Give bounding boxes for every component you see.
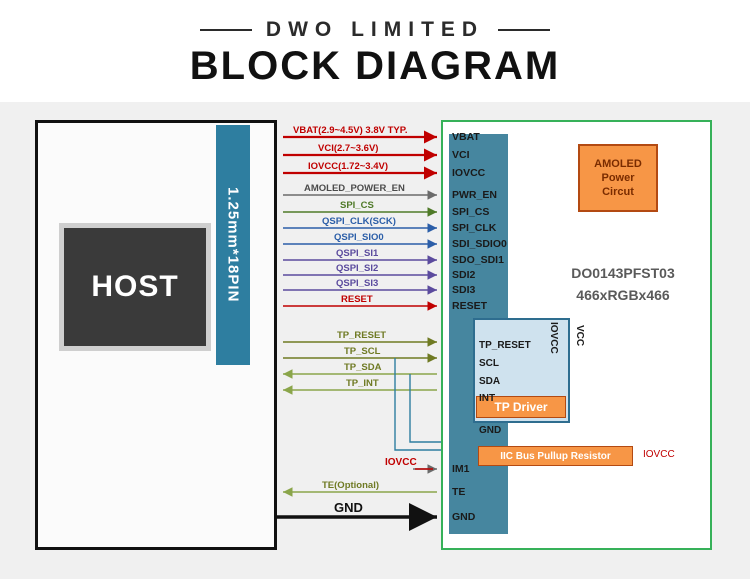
tp-driver-label: TP Driver — [476, 396, 566, 418]
signal-gnd: GND — [334, 500, 363, 515]
display-module-block — [441, 120, 712, 550]
tp-pin-tp-reset: TP_RESET — [479, 340, 531, 351]
pin-gnd: GND — [452, 511, 476, 523]
pin-reset: RESET — [452, 300, 488, 312]
pin-vcc-vertical: VCC — [574, 325, 585, 347]
pin-sdi3: SDI3 — [452, 284, 476, 296]
signal-qspi-si2: QSPI_SI2 — [336, 263, 379, 274]
signal-iovcc: IOVCC(1.72~3.4V) — [308, 161, 388, 172]
signal-qspi-sio0: QSPI_SIO0 — [334, 232, 384, 243]
amoled-power-circuit — [578, 144, 658, 212]
resolution-text: 466xRGBx466 — [576, 287, 670, 303]
amoled-line-1: AMOLED — [594, 158, 642, 170]
host-label: HOST — [91, 270, 179, 303]
tp-pin-scl: SCL — [479, 358, 499, 369]
iic-pullup-resistor: IIC Bus Pullup Resistor — [478, 446, 633, 466]
iic-pullup-supply-label: IOVCC — [643, 449, 675, 460]
pin-pwr-en: PWR_EN — [452, 189, 497, 201]
pin-sdi2: SDI2 — [452, 269, 476, 281]
amoled-line-2: Power — [601, 172, 635, 184]
tp-pin-int: INT — [479, 393, 496, 404]
signal-reset: RESET — [341, 294, 373, 305]
signal-qspi-clk: QSPI_CLK(SCK) — [322, 216, 396, 227]
signal-tp-reset: TP_RESET — [337, 330, 387, 341]
pin-iovcc-vertical: IOVCC — [548, 322, 559, 354]
signal-tp-scl: TP_SCL — [344, 346, 381, 357]
brand-dash-right — [498, 29, 550, 31]
signal-tp-sda: TP_SDA — [344, 362, 382, 373]
pin-iovcc: IOVCC — [452, 167, 486, 179]
pin-spi-clk: SPI_CLK — [452, 222, 497, 234]
signal-spi-cs: SPI_CS — [340, 200, 374, 211]
host-chip — [59, 223, 211, 351]
amoled-line-3: Circut — [602, 186, 634, 198]
pin-sdi-sdio0: SDI_SDIO0 — [452, 238, 507, 250]
signal-qspi-si3: QSPI_SI3 — [336, 278, 379, 289]
tp-pin-sda: SDA — [479, 376, 501, 387]
pin-sdo-sdi1: SDO_SDI1 — [452, 254, 504, 266]
diagram-panel — [0, 102, 750, 579]
host-connector — [216, 125, 250, 365]
im1-supply-label: IOVCC — [385, 457, 417, 468]
pin-vci: VCI — [452, 149, 470, 161]
signal-te-optional: TE(Optional) — [322, 480, 379, 491]
page-title: BLOCK DIAGRAM — [189, 44, 561, 88]
part-number-text: DO0143PFST03 — [571, 265, 675, 281]
pin-te: TE — [452, 486, 466, 498]
signal-tp-int: TP_INT — [346, 378, 379, 389]
signal-vbat: VBAT(2.9~4.5V) 3.8V TYP. — [293, 125, 408, 136]
brand-dash-left — [200, 29, 252, 31]
brand-header — [0, 18, 750, 42]
brand-text: DWO LIMITED — [265, 18, 485, 41]
pin-spi-cs: SPI_CS — [452, 206, 490, 218]
signal-qspi-si1: QSPI_SI1 — [336, 248, 379, 259]
tp-pin-gnd: GND — [479, 425, 502, 436]
signal-amoled-power-en: AMOLED_POWER_EN — [304, 183, 405, 194]
signal-vci: VCI(2.7~3.6V) — [318, 143, 379, 154]
host-connector-label: 1.25mm*18PIN — [224, 187, 242, 303]
module-part-number — [543, 262, 703, 306]
pin-im1: IM1 — [452, 463, 470, 475]
host-block — [35, 120, 277, 550]
pin-vbat: VBAT — [452, 131, 480, 143]
